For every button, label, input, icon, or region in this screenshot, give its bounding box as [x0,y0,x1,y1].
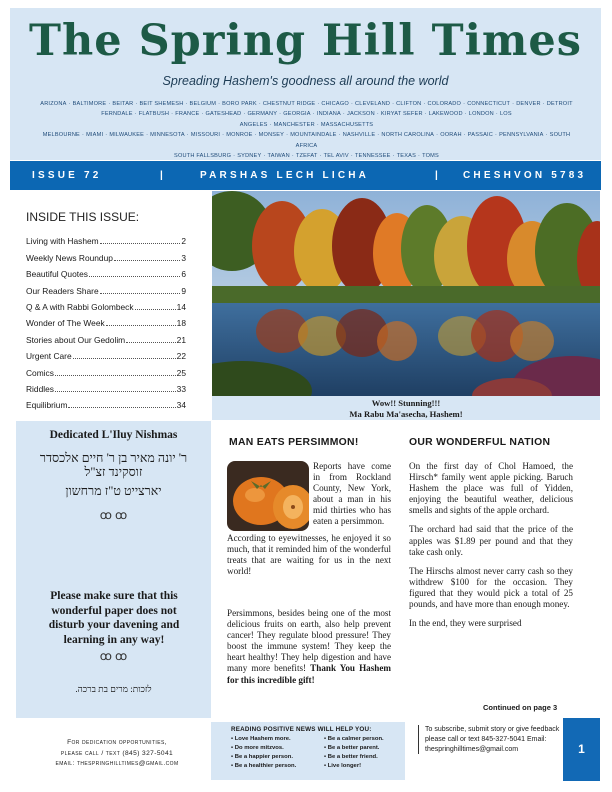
lizchus-line: לזכות: מרים בת ברכה. [75,684,152,694]
benefit-item: • Be a better parent. [324,745,380,751]
city-name: TZEFAT [295,153,318,160]
city-separator: · [392,153,395,160]
toc-item-label: Riddles [26,383,54,394]
article-headline-nation: OUR WONDERFUL NATION [409,437,551,448]
city-name: DENVER [516,101,541,107]
toc-leader-dots [135,309,176,310]
city-separator: · [316,121,319,128]
city-name: FERNDALE [101,111,133,118]
city-name: FLATBUSH [138,111,170,118]
city-separator: · [171,111,174,118]
tagline: Spreading Hashem's goodness all around the world [162,74,449,88]
city-separator: · [134,111,137,118]
city-separator: · [338,132,341,139]
city-name: TEL AVIV [323,153,349,160]
benefit-item: • Be a healthier person. [231,763,297,769]
city-separator: · [423,101,426,107]
contact-line: email: thespringhilltimes@gmail.com [55,760,179,768]
city-name: MIAMI [86,132,104,139]
city-name: TEXAS [396,153,417,160]
city-name: MASSACHUSETTS [320,121,374,128]
city-name: JACKSON [347,111,375,118]
city-separator: · [495,111,498,118]
newspaper-title: The Spring Hill Times [29,16,582,66]
city-separator: · [464,111,467,118]
autumn-lake-photo [212,191,600,396]
city-separator: · [218,101,221,107]
toc-leader-dots [126,342,176,343]
city-name: ARIZONA [40,101,67,107]
city-separator: · [376,111,379,118]
city-name: LAKEWOOD [428,111,463,118]
issue-divider-1: | [160,170,166,181]
city-name: SOUTH AFRICA [295,132,571,149]
city-separator: · [350,153,353,160]
city-separator: · [222,132,225,139]
toc-item-page: 3 [181,252,186,263]
nation-paragraph: In the end, they were surprised [409,618,522,629]
city-name: TAIWAN [267,153,290,160]
city-separator: · [424,111,427,118]
persimmon-paragraph-1: According to eyewitnesses, he enjoyed it so much, that it reminded him of the wonderful treats that are waiting for us in the next world! [227,533,391,577]
persimmon-benefits-text: Persimmons, besides being one of the most delicious fruits on earth, also help prevent cancer! They regulate blood pressure! They boost the immune system! They keep the heart healthy! They help digestion and have many more benefits! [227,608,391,674]
city-separator: · [545,132,548,139]
benefits-title: READING POSITIVE NEWS WILL HELP YOU: [231,726,372,733]
toc-item[interactable] [26,230,186,246]
benefit-item: • Be a happier person. [231,754,293,760]
toc-item-page: 6 [181,269,186,280]
city-separator: · [319,153,322,160]
toc-leader-dots [68,407,175,408]
toc-leader-dots [55,391,176,392]
caption-line-1: Wow!! Stunning!!! [371,398,441,408]
toc-title: INSIDE THIS ISSUE: [26,210,140,224]
dedication-contact [26,738,208,770]
city-name: MANCHESTER [273,121,315,128]
toc-leader-dots [100,243,181,244]
city-name: MILWAUKEE [109,132,145,139]
city-separator: · [542,101,545,107]
persimmon-photo [227,461,309,531]
city-separator: · [258,101,261,107]
city-separator: · [418,153,421,160]
persimmon-lead-text: Reports have come in from Rockland County, New York, about a man in his mid thirties who has eaten a persimmon. [313,461,391,527]
parsha: PARSHAS LECH LICHA [200,170,370,181]
city-separator: · [279,111,282,118]
city-separator: · [185,101,188,107]
persimmon-paragraph-2 [227,608,391,686]
city-name: TOMS [422,153,439,160]
table-of-contents [26,230,186,410]
city-separator: · [317,101,320,107]
city-name: NORTH CAROLINA [381,132,435,139]
city-name: PENNSYLVANIA [499,132,544,139]
city-separator: · [68,101,71,107]
cities-line [34,109,579,130]
benefits-box [211,722,405,780]
city-name: BEIT SHEMESH [139,101,184,107]
city-separator: · [81,132,85,139]
toc-item-label: Our Readers Share [26,285,99,296]
davening-notice: Please make sure that this wonderful paper does not disturb your davening and learning in any way! [48,590,180,646]
nation-article-body [409,461,573,703]
toc-leader-dots [73,358,176,359]
benefits-column-2 [324,735,384,771]
toc-item-label: Equilibrium [26,400,68,411]
toc-leader-dots [89,276,180,277]
city-separator: · [512,101,515,107]
toc-item-page: 33 [176,383,186,394]
toc-leader-dots [106,325,176,326]
benefit-item: • Do more mitzvos. [231,745,284,751]
toc-item-page: 34 [176,400,186,411]
toc-item-label: Urgent Care [26,351,72,362]
toc-leader-dots [55,375,176,376]
persimmon-paragraph-body [227,533,391,585]
city-name: FRANCE [175,111,200,118]
toc-item[interactable] [26,279,186,295]
city-name: GEORGIA [283,111,311,118]
nation-paragraph: The Hirschs almost never carry cash so they withdrew $100 for the occasion. They figured that they would pick a total of 25 pounds, and have more than enough money. [409,565,573,610]
toc-item-page: 9 [181,285,186,296]
city-name: CLEVELAND [355,101,391,107]
toc-item-page: 14 [176,301,186,312]
toc-item-page: 22 [176,351,186,362]
dedication-hebrew-date: יארצייט ט"ז מרחשון [65,484,162,498]
toc-item[interactable] [26,328,186,344]
toc-item-label: Beautiful Quotes [26,269,88,280]
city-name: OORAH [440,132,462,139]
toc-leader-dots [100,293,181,294]
city-name: LOS ANGELES [239,111,512,128]
toc-item-label: Living with Hashem [26,236,99,247]
benefit-item: • Love Hashem more. [231,736,291,742]
nation-paragraph: The orchard had said that the price of the apples was $1.89 per pound and that they take cash only. [409,524,573,557]
city-name: BALTIMORE [72,101,107,107]
city-separator: · [350,101,354,107]
city-name: PASSAIC [467,132,494,139]
continued-note[interactable]: Continued on page 3 [483,703,558,712]
city-separator: · [463,132,466,139]
city-separator: · [463,101,466,107]
city-separator: · [186,132,189,139]
toc-item[interactable] [26,263,186,279]
city-separator: · [233,153,236,160]
toc-item-label: Q & A with Rabbi Golombeck [26,301,134,312]
toc-item-page: 25 [176,367,186,378]
exclamation: ! [311,674,315,685]
toc-item[interactable] [26,394,186,410]
toc-item-label: Wonder of The Week [26,318,105,329]
cities-line [34,99,579,109]
ornament-icon: ꝏ ꝏ [99,508,128,522]
dedication-hebrew-name: ר' יונה מאיר בן ר' חיים אלכסדר זוסקינד זצ"ל [39,451,188,479]
city-separator: · [377,132,380,139]
city-separator: · [312,111,315,118]
city-separator: · [436,132,439,139]
city-name: INDIANA [316,111,341,118]
city-name: CHICAGO [321,101,349,107]
city-name: GERMANY [247,111,278,118]
city-name: SYDNEY [237,153,262,160]
city-name: SOUTH FALLSBURG [174,153,232,160]
benefit-item: • Live longer! [324,763,362,769]
city-separator: · [286,132,289,139]
toc-item-label: Weekly News Roundup [26,252,113,263]
issue-bar [10,161,601,190]
city-name: BORO PARK [222,101,257,107]
city-name: MINNESOTA [150,132,185,139]
city-separator: · [392,101,395,107]
issue-divider-2: | [435,170,441,181]
toc-item[interactable] [26,378,186,394]
city-name: NASHVILLE [342,132,376,139]
hebrew-month: CHESHVON 5783 [463,170,587,181]
city-separator: · [269,121,272,128]
toc-item[interactable] [26,312,186,328]
toc-leader-dots [114,260,180,261]
subscribe-info: To subscribe, submit story or give feedback please call or text 845-327-5041 Email: thespringhilltimes@gmail.com [418,725,561,754]
city-name: CLIFTON [396,101,422,107]
contact-line: For dedication opportunities, [67,739,167,746]
autumn-lake-illustration [212,191,600,396]
thank-hashem-text: Thank You Hashem for this incredible gift [227,663,392,685]
city-name: MELBOURNE [42,132,80,139]
city-name: GATESHEAD [205,111,242,118]
nation-paragraph: On the first day of Chol Hamoed, the Hirsch* family went apple picking. Baruch Hashem the place was full of Yidden, enjoying the beautiful weather, delicious smells and sights of the apple orchard. [409,461,573,516]
city-name: MONROE [226,132,253,139]
city-name: COLORADO [427,101,462,107]
cities-line [34,130,579,151]
dedication-box [16,421,211,718]
city-separator: · [291,153,294,160]
city-separator: · [105,132,108,139]
persimmon-paragraph-1-lead [313,461,391,528]
page-number: 1 [563,718,600,781]
city-separator: · [495,132,498,139]
ornament-icon: ꝏ ꝏ [99,649,128,663]
issue-number: ISSUE 72 [32,170,102,181]
city-name: BELGIUM [189,101,217,107]
persimmon-illustration [227,461,309,531]
city-name: MONSEY [258,132,285,139]
article-headline-persimmon: MAN EATS PERSIMMON! [229,437,359,448]
city-name: BEITAR [112,101,134,107]
city-name: LONDON [468,111,494,118]
toc-item[interactable] [26,345,186,361]
city-name: KIRYAT SEFER [380,111,423,118]
city-separator: · [254,132,257,139]
masthead-panel [10,8,601,160]
toc-item-label: Stories about Our Gedolim [26,334,126,345]
city-name: MOUNTAINDALE [290,132,337,139]
toc-item-page: 21 [176,334,186,345]
city-name: MISSOURI [190,132,221,139]
caption-line-2: Ma Rabu Ma'asecha, Hashem! [349,408,463,419]
toc-item[interactable] [26,361,186,377]
contact-line: please call / text (845) 327-5041 [60,749,174,757]
city-separator: · [263,153,266,160]
city-separator: · [201,111,204,118]
toc-item-page: 2 [181,236,186,247]
city-name: CONNECTICUT [467,101,511,107]
toc-item-page: 18 [176,318,186,329]
benefit-item: • Be a calmer person. [324,736,384,742]
city-name: CHESTNUT RIDGE [262,101,316,107]
city-separator: · [342,111,345,118]
benefits-column-1 [231,735,296,771]
toc-item[interactable] [26,296,186,312]
city-separator: · [146,132,149,139]
benefit-item: • Be a better friend. [324,754,378,760]
dedication-title: Dedicated L'Iluy Nishmas [49,429,178,441]
photo-caption [212,396,600,420]
city-name: DETROIT [546,101,573,107]
city-separator: · [108,101,111,107]
city-name: TENNESSEE [354,153,391,160]
city-separator: · [135,101,138,107]
toc-item[interactable] [26,246,186,262]
city-separator: · [243,111,246,118]
toc-item-label: Comics [26,367,54,378]
